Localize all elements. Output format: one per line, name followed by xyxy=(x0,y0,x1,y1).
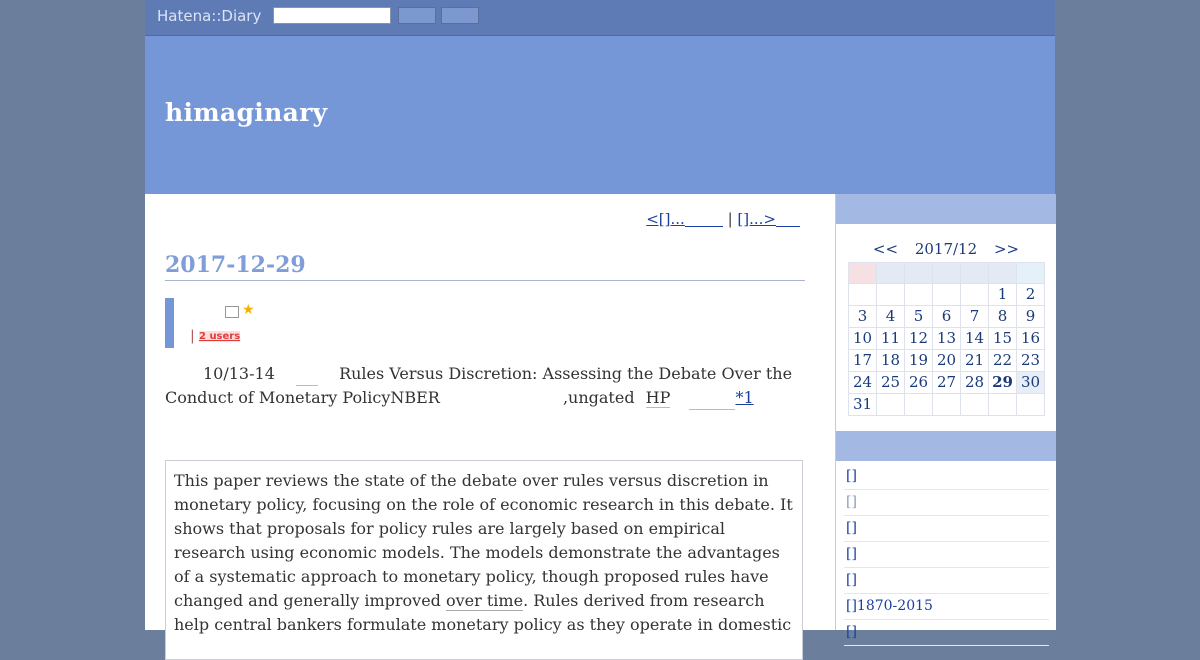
calendar-week-row xyxy=(849,306,1045,328)
calendar-day[interactable]: 25 xyxy=(877,372,905,394)
calendar-day[interactable]: 31 xyxy=(849,394,877,416)
category-item[interactable]: [] xyxy=(844,620,1049,646)
conference-title: Rules Versus Discretion: Assessing the Debate Over the xyxy=(339,364,793,383)
search-input[interactable] xyxy=(273,7,391,24)
abstract-keyword[interactable]: over time xyxy=(446,591,524,610)
link-gap xyxy=(296,365,318,386)
calendar-day[interactable]: 10 xyxy=(849,328,877,350)
calendar-nav xyxy=(836,240,1056,258)
calendar-day[interactable]: 13 xyxy=(933,328,961,350)
calendar-day xyxy=(877,284,905,306)
category-item[interactable]: [] xyxy=(844,490,1049,516)
category-item[interactable]: []1870-2015 xyxy=(844,594,1049,620)
event-date: 10/13-14 xyxy=(203,364,275,383)
calendar-day[interactable]: 15 xyxy=(989,328,1017,350)
calendar-weekday-cell xyxy=(989,263,1017,284)
calendar-day[interactable]: 22 xyxy=(989,350,1017,372)
calendar-day xyxy=(849,284,877,306)
category-item[interactable]: [] xyxy=(844,464,1049,490)
calendar-day[interactable]: 23 xyxy=(1017,350,1045,372)
calendar-day[interactable]: 7 xyxy=(961,306,989,328)
bookmark-separator: | xyxy=(190,328,195,344)
calendar-week-row xyxy=(849,350,1045,372)
entry-line-2 xyxy=(165,386,754,410)
calendar-weekday-row xyxy=(849,263,1045,284)
image-icon[interactable] xyxy=(225,306,239,318)
calendar-day[interactable]: 6 xyxy=(933,306,961,328)
link-gap-2 xyxy=(689,389,735,410)
category-item[interactable]: [] xyxy=(844,542,1049,568)
prev-entry-link[interactable]: <[]... xyxy=(646,210,685,228)
calendar-day[interactable]: 5 xyxy=(905,306,933,328)
category-section-header xyxy=(836,431,1056,461)
bookmark-users-badge[interactable]: 2 users xyxy=(199,331,241,342)
entry-line-1 xyxy=(203,362,792,386)
calendar-day[interactable]: 21 xyxy=(961,350,989,372)
calendar-day[interactable]: 20 xyxy=(933,350,961,372)
hatena-topbar xyxy=(145,0,1055,36)
category-item[interactable]: [] xyxy=(844,516,1049,542)
page xyxy=(145,0,1055,640)
calendar-day[interactable]: 26 xyxy=(905,372,933,394)
main-content xyxy=(145,194,835,634)
calendar-day[interactable]: 14 xyxy=(961,328,989,350)
calendar-table xyxy=(848,262,1045,416)
calendar-weekday-cell xyxy=(905,263,933,284)
calendar-week-row xyxy=(849,284,1045,306)
calendar-day xyxy=(905,284,933,306)
abstract-blockquote xyxy=(165,460,803,660)
calendar-week-row xyxy=(849,394,1045,416)
calendar-week-row xyxy=(849,328,1045,350)
calendar-day[interactable]: 24 xyxy=(849,372,877,394)
calendar-day[interactable]: 4 xyxy=(877,306,905,328)
pager xyxy=(646,210,800,228)
hp-link[interactable]: HP xyxy=(645,388,671,407)
category-item[interactable]: [] xyxy=(844,568,1049,594)
calendar-day[interactable]: 1 xyxy=(989,284,1017,306)
entry-date[interactable]: 2017-12-29 xyxy=(165,252,805,281)
calendar-day[interactable]: 8 xyxy=(989,306,1017,328)
search-button[interactable] xyxy=(398,7,436,24)
blog-header xyxy=(145,36,1055,194)
calendar-day[interactable]: 12 xyxy=(905,328,933,350)
calendar-day xyxy=(989,394,1017,416)
star-icon[interactable]: ★ xyxy=(242,302,255,318)
next-entry-link[interactable]: []...> xyxy=(737,210,776,228)
calendar-day[interactable]: 3 xyxy=(849,306,877,328)
calendar-day[interactable]: 28 xyxy=(961,372,989,394)
calendar-day xyxy=(933,284,961,306)
calendar-weekday-cell xyxy=(877,263,905,284)
blog-title[interactable]: himaginary xyxy=(165,98,328,127)
calendar-day-current[interactable]: 29 xyxy=(989,372,1017,394)
calendar-day[interactable]: 9 xyxy=(1017,306,1045,328)
calendar-day xyxy=(905,394,933,416)
entry-section-mark xyxy=(165,298,174,348)
calendar-prev-month[interactable]: << xyxy=(872,240,899,258)
calendar-day xyxy=(933,394,961,416)
calendar-next-month[interactable]: >> xyxy=(993,240,1020,258)
calendar-day[interactable]: 2 xyxy=(1017,284,1045,306)
prev-link-underline xyxy=(685,226,723,227)
next-link-underline xyxy=(776,226,800,227)
calendar-day[interactable]: 16 xyxy=(1017,328,1045,350)
calendar-day[interactable]: 19 xyxy=(905,350,933,372)
calendar-day xyxy=(961,284,989,306)
calendar-day[interactable]: 27 xyxy=(933,372,961,394)
abstract-body: This paper reviews the state of the debate over rules versus discretion in monetary policy, focusing on the role of economic research in this debate. It shows that proposals for policy rules are largely based on empirical research using economic models. The models demonstrate the advantages of a systematic approach to monetary policy, though proposed rules have changed and generally improved xyxy=(174,471,793,610)
calendar-day xyxy=(877,394,905,416)
abstract-tail: . Rules derived from research help central bankers formulate monetary policy as they operate in domestic xyxy=(174,591,792,634)
calendar-day xyxy=(961,394,989,416)
calendar-week-row xyxy=(849,372,1045,394)
sidebar xyxy=(835,194,1056,640)
calendar-day[interactable]: 17 xyxy=(849,350,877,372)
calendar-day[interactable]: 11 xyxy=(877,328,905,350)
diary-search-button[interactable] xyxy=(441,7,479,24)
calendar-month[interactable]: 2017/12 xyxy=(914,240,978,258)
calendar-weekday-cell xyxy=(1017,263,1045,284)
category-list xyxy=(844,464,1049,646)
pager-divider: | xyxy=(727,210,733,228)
calendar-weekday-cell xyxy=(849,263,877,284)
hatena-diary-logo[interactable]: Hatena::Diary xyxy=(157,7,262,25)
calendar-weekday-cell xyxy=(933,263,961,284)
calendar-day xyxy=(1017,394,1045,416)
calendar-day[interactable]: 18 xyxy=(877,350,905,372)
ungated-label: ,ungated xyxy=(562,388,635,407)
calendar-section-header xyxy=(836,194,1056,224)
abstract-text xyxy=(174,469,794,637)
conference-title-cont: Conduct of Monetary PolicyNBER xyxy=(165,388,440,407)
footnote-link[interactable]: *1 xyxy=(735,388,754,407)
calendar-weekday-cell xyxy=(961,263,989,284)
calendar-day[interactable]: 30 xyxy=(1017,372,1045,394)
